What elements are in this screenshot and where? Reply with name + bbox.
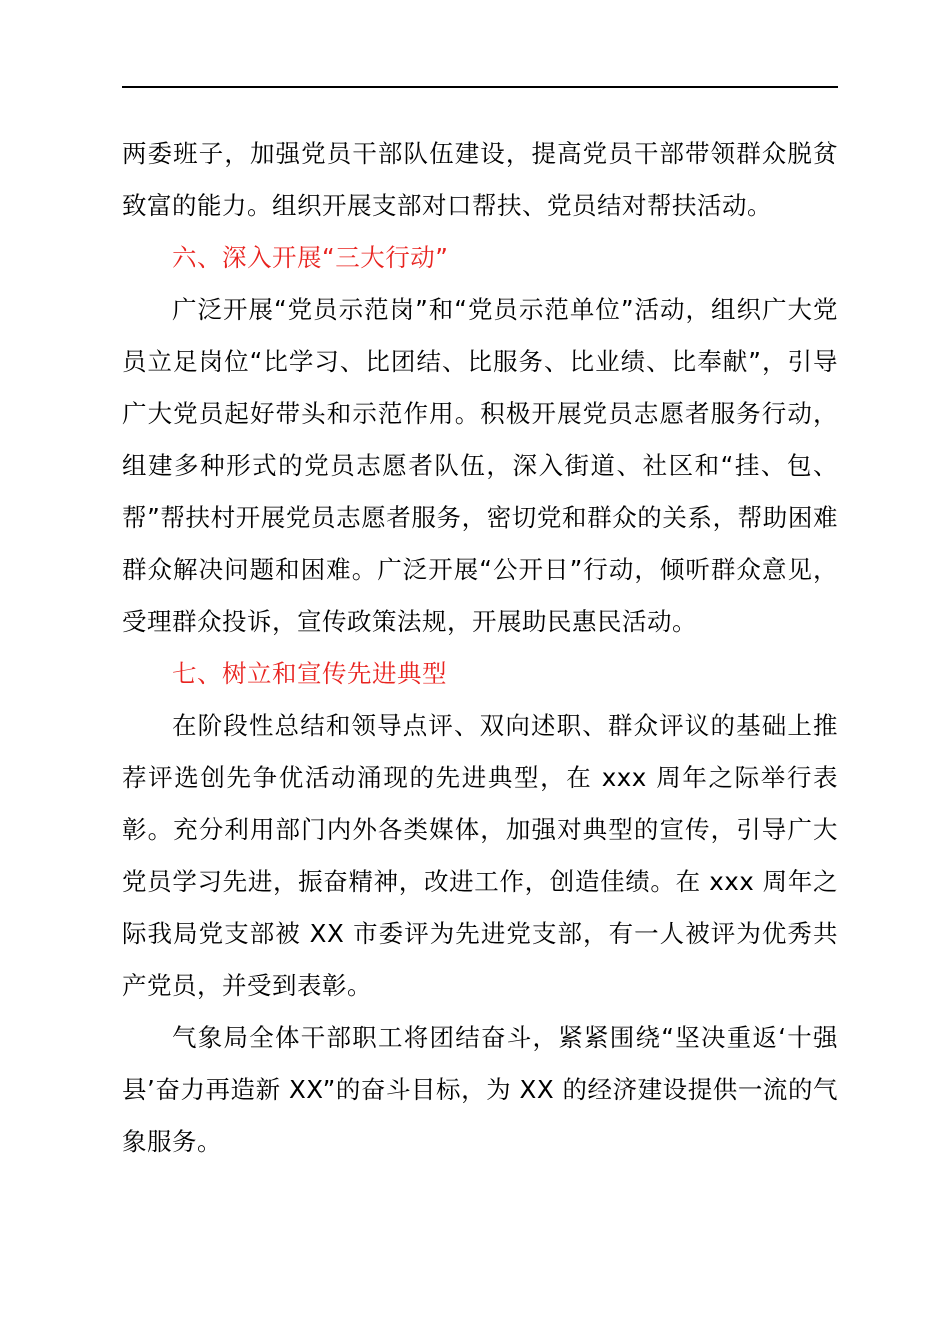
paragraph-three-actions: 广泛开展“党员示范岗”和“党员示范单位”活动，组织广大党员立足岗位“比学习、比团结、比服务、比业绩、比奉献”，引导广大党员起好带头和示范作用。积极开展党员志愿者服务行动，组建多种形式的党员志愿者队伍，深入街道、社区和“挂、包、帮”帮扶村开展党员志愿者服务，密切党和群众的关系，帮助困难群众解决问题和困难。广泛开展“公开日”行动，倾听群众意见，受理群众投诉，宣传政策法规，开展助民惠民活动。 [122,295,838,636]
header-rule [122,86,838,88]
paragraph-conclusion: 气象局全体干部职工将团结奋斗，紧紧围绕“坚决重返‘十强县’奋力再造新 XX”的奋斗目标，为 XX 的经济建设提供一流的气象服务。 [122,1023,838,1156]
paragraph-continuation: 两委班子，加强党员干部队伍建设，提高党员干部带领群众脱贫致富的能力。组织开展支部对口帮扶、党员结对帮扶活动。 [122,139,838,220]
paragraph-advanced-models: 在阶段性总结和领导点评、双向述职、群众评议的基础上推荐评选创先争优活动涌现的先进典型，在 xxx 周年之际举行表彰。充分利用部门内外各类媒体，加强对典型的宣传，引导广大党员学习先进，振奋精神，改进工作，创造佳绩。在 xxx 周年之际我局党支部被 XX 市委评为先进党支部，有一人被评为优秀共产党员，并受到表彰。 [122,711,838,1000]
section-heading-seven: 七、树立和宣传先进典型 [172,659,447,688]
document-body [122,128,838,1168]
section-heading-six: 六、深入开展“三大行动” [172,243,449,272]
